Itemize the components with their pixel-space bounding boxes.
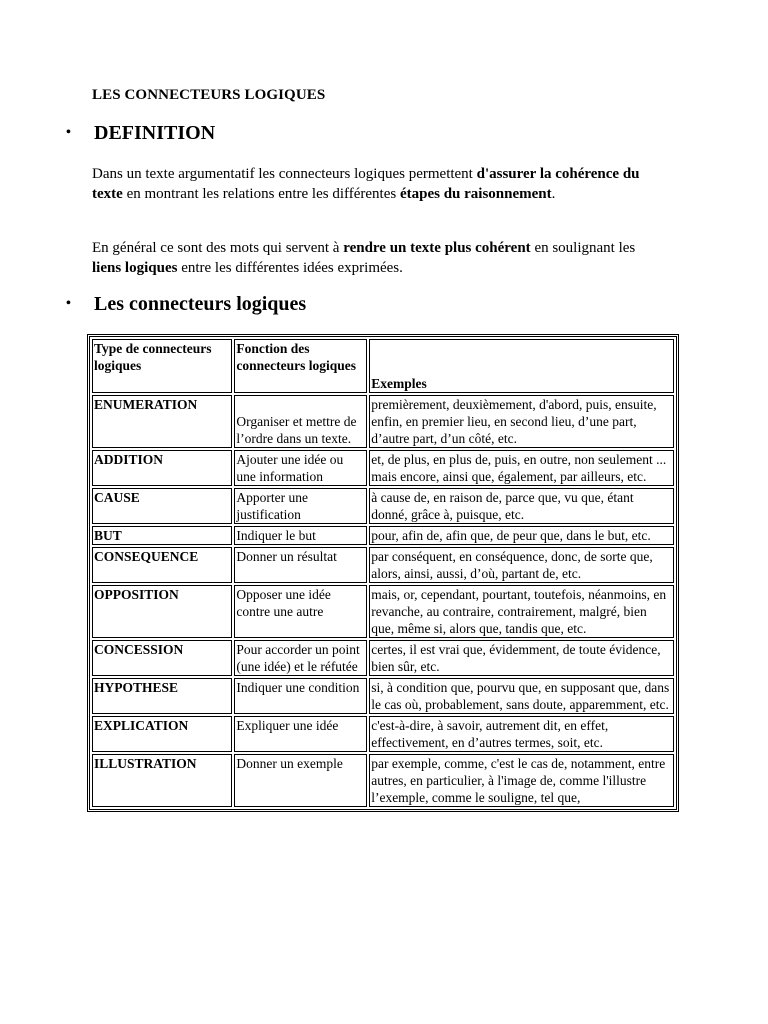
table-row (92, 585, 674, 638)
cell-examples: premièrement, deuxièmement, d'abord, puis, ensuite, enfin, en premier lieu, en second lieu, d’une part, d’autre part, d’un côté, etc. (369, 395, 674, 448)
text-segment: Dans un texte argumentatif les connecteurs logiques permettent (92, 166, 477, 182)
cell-examples: mais, or, cependant, pourtant, toutefois, néanmoins, en revanche, au contraire, contrairement, malgré, bien que, même si, alors que, tandis que, etc. (369, 585, 674, 638)
cell-examples: pour, afin de, afin que, de peur que, dans le but, etc. (369, 526, 674, 545)
cell-examples: certes, il est vrai que, évidemment, de toute évidence, bien sûr, etc. (369, 640, 674, 676)
cell-function: Ajouter une idée ou une information (234, 450, 367, 486)
text-segment: en soulignant les (530, 240, 636, 256)
cell-type: ADDITION (92, 450, 232, 486)
cell-function: Donner un résultat (234, 547, 367, 583)
text-segment-bold: liens logiques (92, 260, 178, 276)
cell-type: CONCESSION (92, 640, 232, 676)
table-row (92, 716, 674, 752)
cell-function: Indiquer une condition (234, 678, 367, 714)
cell-function: Opposer une idée contre une autre (234, 585, 367, 638)
section-heading-connecteurs (66, 293, 306, 316)
text-segment-bold: d'assurer la cohérence du texte (92, 166, 640, 202)
section-heading-text: Les connecteurs logiques (94, 293, 307, 315)
definition-paragraph-1 (92, 164, 652, 204)
table-header-row (92, 339, 674, 393)
bullet-icon: • (66, 125, 71, 140)
cell-function: Apporter une justification (234, 488, 367, 524)
document-title: LES CONNECTEURS LOGIQUES (92, 87, 326, 103)
table-row (92, 395, 674, 448)
text-segment: entre les différentes idées exprimées. (177, 260, 403, 276)
table-row (92, 547, 674, 583)
cell-type: ENUMERATION (92, 395, 232, 448)
bullet-icon: • (66, 296, 71, 311)
cell-type: EXPLICATION (92, 716, 232, 752)
cell-type: OPPOSITION (92, 585, 232, 638)
cell-type: CAUSE (92, 488, 232, 524)
cell-function: Indiquer le but (234, 526, 367, 545)
text-segment-bold: étapes du raisonnement (399, 186, 552, 202)
cell-examples: à cause de, en raison de, parce que, vu que, étant donné, grâce à, puisque, etc. (369, 488, 674, 524)
cell-examples: par exemple, comme, c'est le cas de, notamment, entre autres, en particulier, à l'image de, comme l'illustre l’exemple, comme le souligne, tel que, (369, 754, 674, 807)
text-segment: en montrant les relations entre les différentes (122, 186, 400, 202)
cell-function: Organiser et mettre de l’ordre dans un texte. (234, 395, 367, 448)
table-row (92, 488, 674, 524)
cell-examples: c'est-à-dire, à savoir, autrement dit, en effet, effectivement, en d’autres termes, soit, etc. (369, 716, 674, 752)
table-row (92, 754, 674, 807)
table-row (92, 640, 674, 676)
cell-type: ILLUSTRATION (92, 754, 232, 807)
header-function: Fonction des connecteurs logiques (234, 339, 367, 393)
table-row (92, 678, 674, 714)
cell-type: CONSEQUENCE (92, 547, 232, 583)
cell-examples: par conséquent, en conséquence, donc, de sorte que, alors, ainsi, aussi, d’où, partant de, etc. (369, 547, 674, 583)
definition-paragraph-2 (92, 238, 652, 278)
text-segment-bold: rendre un texte plus cohérent (343, 240, 531, 256)
cell-function: Expliquer une idée (234, 716, 367, 752)
cell-function: Donner un exemple (234, 754, 367, 807)
table-row (92, 526, 674, 545)
section-heading-text: DEFINITION (94, 122, 216, 144)
header-examples: Exemples (369, 339, 674, 393)
cell-examples: et, de plus, en plus de, puis, en outre, non seulement ... mais encore, ainsi que, également, par ailleurs, etc. (369, 450, 674, 486)
cell-type: HYPOTHESE (92, 678, 232, 714)
text-segment: . (551, 186, 556, 202)
connectors-table (89, 336, 677, 810)
cell-function: Pour accorder un point (une idée) et le réfutée (234, 640, 367, 676)
table-row (92, 450, 674, 486)
text-segment: En général ce sont des mots qui servent à (92, 240, 344, 256)
cell-type: BUT (92, 526, 232, 545)
cell-examples: si, à condition que, pourvu que, en supposant que, dans le cas où, probablement, sans doute, apparemment, etc. (369, 678, 674, 714)
section-heading-definition (66, 122, 215, 145)
header-type: Type de connecteurs logiques (92, 339, 232, 393)
